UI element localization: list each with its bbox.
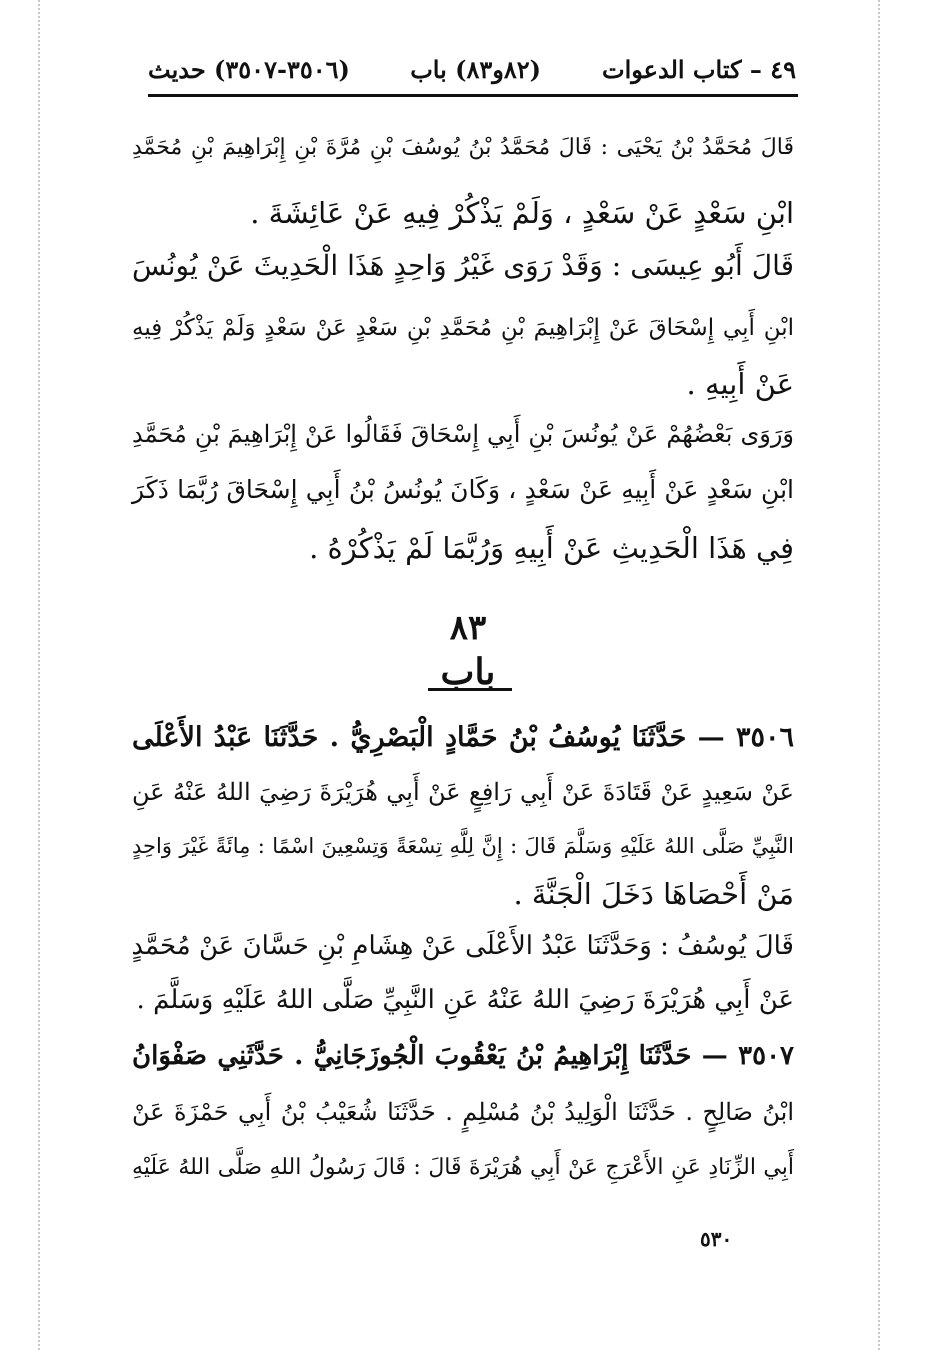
text-line: فِي هَذَا الْحَدِيثِ عَنْ أَبِيهِ وَرُبَّمَا لَمْ يَذْكُرْهُ . xyxy=(309,531,794,565)
section-title: باب xyxy=(440,651,496,693)
hadith-3507-first-line: ٣٥٠٧ — حَدَّثَنَا إِبْرَاهِيمُ بْنُ يَعْقُوبَ الْجُوزَجَانِيُّ . حَدَّثَنِي صَفْوَانُ xyxy=(132,1041,794,1071)
text-line: قَالَ يُوسُفُ : وَحَدَّثَنَا عَبْدُ الأَعْلَى عَنْ هِشَامِ بْنِ حَسَّانَ عَنْ مُحَمَّدٍ xyxy=(131,931,794,961)
header-chapter: (٨٢و٨٣) باب xyxy=(410,55,541,84)
page-number: ٥٣٠ xyxy=(700,1227,733,1251)
text-line: عَنْ سَعِيدٍ عَنْ قَتَادَةَ عَنْ أَبِي رَافِعٍ عَنْ أَبِي هُرَيْرَةَ رَضِيَ اللهُ عَنْهُ عَنِ xyxy=(132,778,794,806)
text-line: قَالَ أَبُو عِيسَى : وَقَدْ رَوَى غَيْرُ وَاحِدٍ هَذَا الْحَدِيثَ عَنْ يُونُسَ xyxy=(132,249,794,282)
text-line: ابْنِ سَعْدٍ عَنْ سَعْدٍ ، وَلَمْ يَذْكُرْ فِيهِ عَنْ عَائِشَةَ . xyxy=(250,196,794,230)
text-line: عَنْ أَبِيهِ . xyxy=(686,367,794,401)
header-book-title: ٤٩ – كتاب الدعوات xyxy=(602,55,796,84)
text-line: ابْنِ أَبِي إِسْحَاقَ عَنْ إِبْرَاهِيمَ بْنِ مُحَمَّدِ بْنِ سَعْدٍ عَنْ سَعْدٍ وَلَمْ يَذْكُرْ فِيهِ xyxy=(132,315,794,341)
hadith-3506-first-line: ٣٥٠٦ — حَدَّثَنَا يُوسُفُ بْنُ حَمَّادٍ الْبَصْرِيُّ . حَدَّثَنَا عَبْدُ الأَعْلَى xyxy=(132,722,794,753)
text-line: النَّبِيِّ صَلَّى اللهُ عَلَيْهِ وَسَلَّمَ قَالَ : إِنَّ لِلَّهِ تِسْعَةً وَتِسْعِينَ اسْمًا : مِائَةً غَيْرَ وَاحِدٍ xyxy=(132,834,794,858)
text-line: ابْنِ سَعْدٍ عَنْ أَبِيهِ عَنْ سَعْدٍ ، وَكَانَ يُونُسُ بْنُ أَبِي إِسْحَاقَ رُبَّمَا ذَكَرَ xyxy=(132,475,794,504)
text-line: مَنْ أَحْصَاهَا دَخَلَ الْجَنَّةَ . xyxy=(513,877,794,911)
text-line: عَنْ أَبِي هُرَيْرَةَ رَضِيَ اللهُ عَنْهُ عَنِ النَّبِيِّ صَلَّى اللهُ عَلَيْهِ وَسَلَّمَ . xyxy=(136,985,794,1015)
text-line: ابْنُ صَالِحٍ . حَدَّثَنَا الْوَلِيدُ بْنُ مُسْلِمٍ . حَدَّثَنَا شُعَيْبُ بْنُ أَبِي حَمْزَةَ عَنْ xyxy=(132,1098,794,1126)
section-number: ٨٣ xyxy=(449,608,487,648)
text-line: وَرَوَى بَعْضُهُمْ عَنْ يُونُسَ بْنِ أَبِي إِسْحَاقَ فَقَالُوا عَنْ إِبْرَاهِيمَ بْنِ مُحَمَّدِ xyxy=(132,420,794,448)
running-header xyxy=(148,50,796,90)
header-hadith-range: (٣٥٠٦-٣٥٠٧) حديث xyxy=(148,55,350,84)
text-line: قَالَ مُحَمَّدُ بْنُ يَحْيَى : قَالَ مُحَمَّدُ بْنُ يُوسُفَ بْنِ مُرَّةَ بْنِ إِبْرَاهِيمَ بْنِ مُحَمَّدِ xyxy=(132,135,794,160)
text-line: أَبِي الزِّنَادِ عَنِ الأَعْرَجِ عَنْ أَبِي هُرَيْرَةَ قَالَ : قَالَ رَسُولُ اللهِ صَلَّى اللهُ عَلَيْهِ xyxy=(132,1155,794,1180)
section-title-underline xyxy=(428,688,512,691)
header-rule xyxy=(148,94,798,97)
